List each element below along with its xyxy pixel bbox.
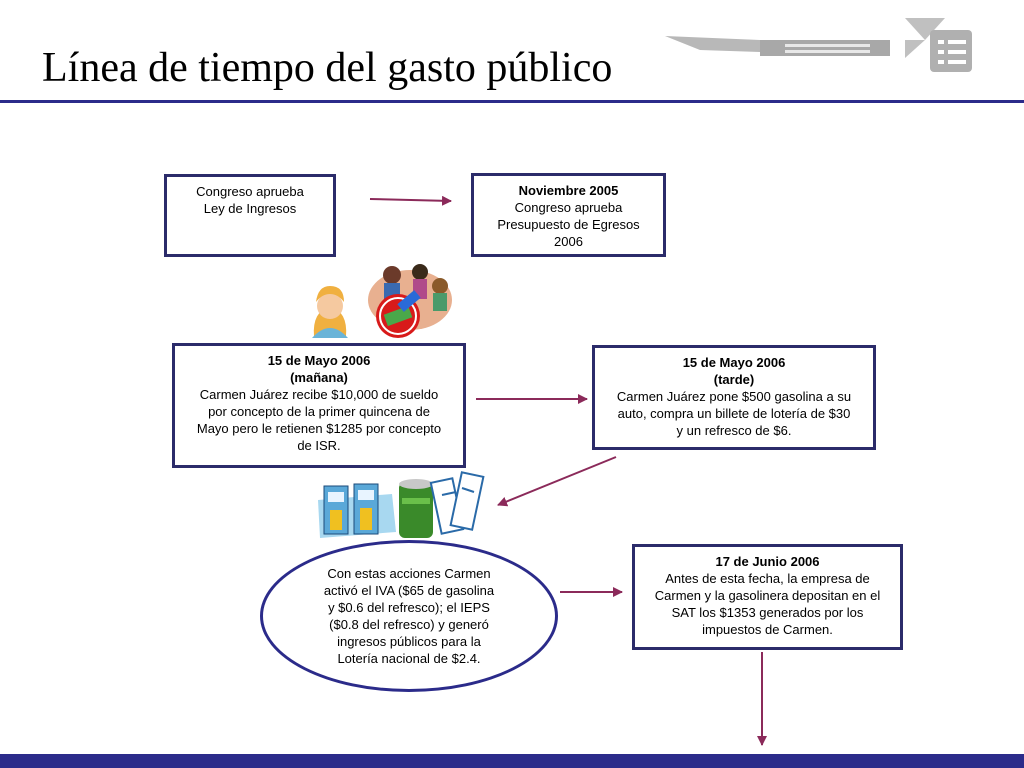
box-text: Congreso aprueba <box>514 200 623 215</box>
box-date: 15 de Mayo 2006 <box>682 355 786 370</box>
page-title: Línea de tiempo del gasto público <box>42 45 613 91</box>
ellipse-text: activó el IVA ($65 de gasolina <box>323 583 495 598</box>
box-date: 17 de Junio 2006 <box>715 554 820 569</box>
box-text: Mayo pero le retienen $1285 por concepto <box>196 421 442 436</box>
box-text: Presupuesto de Egresos <box>497 217 640 232</box>
box-text: SAT los $1353 generados por los <box>671 605 864 620</box>
box-text: Carmen y la gasolinera depositan en el <box>654 588 881 603</box>
ellipse-text: Lotería nacional de $2.4. <box>337 651 481 666</box>
arrow-ley-to-presupuesto <box>370 199 451 201</box>
ellipse-text: Con estas acciones Carmen <box>327 566 491 581</box>
box-text: por concepto de la primer quincena de <box>208 404 430 419</box>
box-time: (tarde) <box>713 372 755 387</box>
box-text: Ley de Ingresos <box>203 201 297 216</box>
ellipse-text: y $0.6 del refresco); el IEPS <box>328 600 490 615</box>
box-time: (mañana) <box>290 370 348 385</box>
box-text: Congreso aprueba <box>196 184 304 199</box>
box-text: Carmen Juárez pone $500 gasolina a su <box>616 389 852 404</box>
box-date: 15 de Mayo 2006 <box>267 353 371 368</box>
box-text: 2006 <box>554 234 583 249</box>
box-text: impuestos de Carmen. <box>702 622 833 637</box>
box-date: Noviembre 2005 <box>518 183 619 198</box>
box-text: Antes de esta fecha, la empresa de <box>665 571 870 586</box>
ellipse-text: ($0.8 del refresco) y generó <box>329 617 489 632</box>
footer-bar <box>0 754 1024 768</box>
ellipse-text: ingresos públicos para la <box>337 634 481 649</box>
box-text: Carmen Juárez recibe $10,000 de sueldo <box>199 387 439 402</box>
box-text: auto, compra un billete de lotería de $30 <box>617 406 851 421</box>
box-text: y un refresco de $6. <box>676 423 792 438</box>
arrow-tarde-to-ellipse <box>498 457 616 505</box>
box-text: de ISR. <box>297 438 341 453</box>
